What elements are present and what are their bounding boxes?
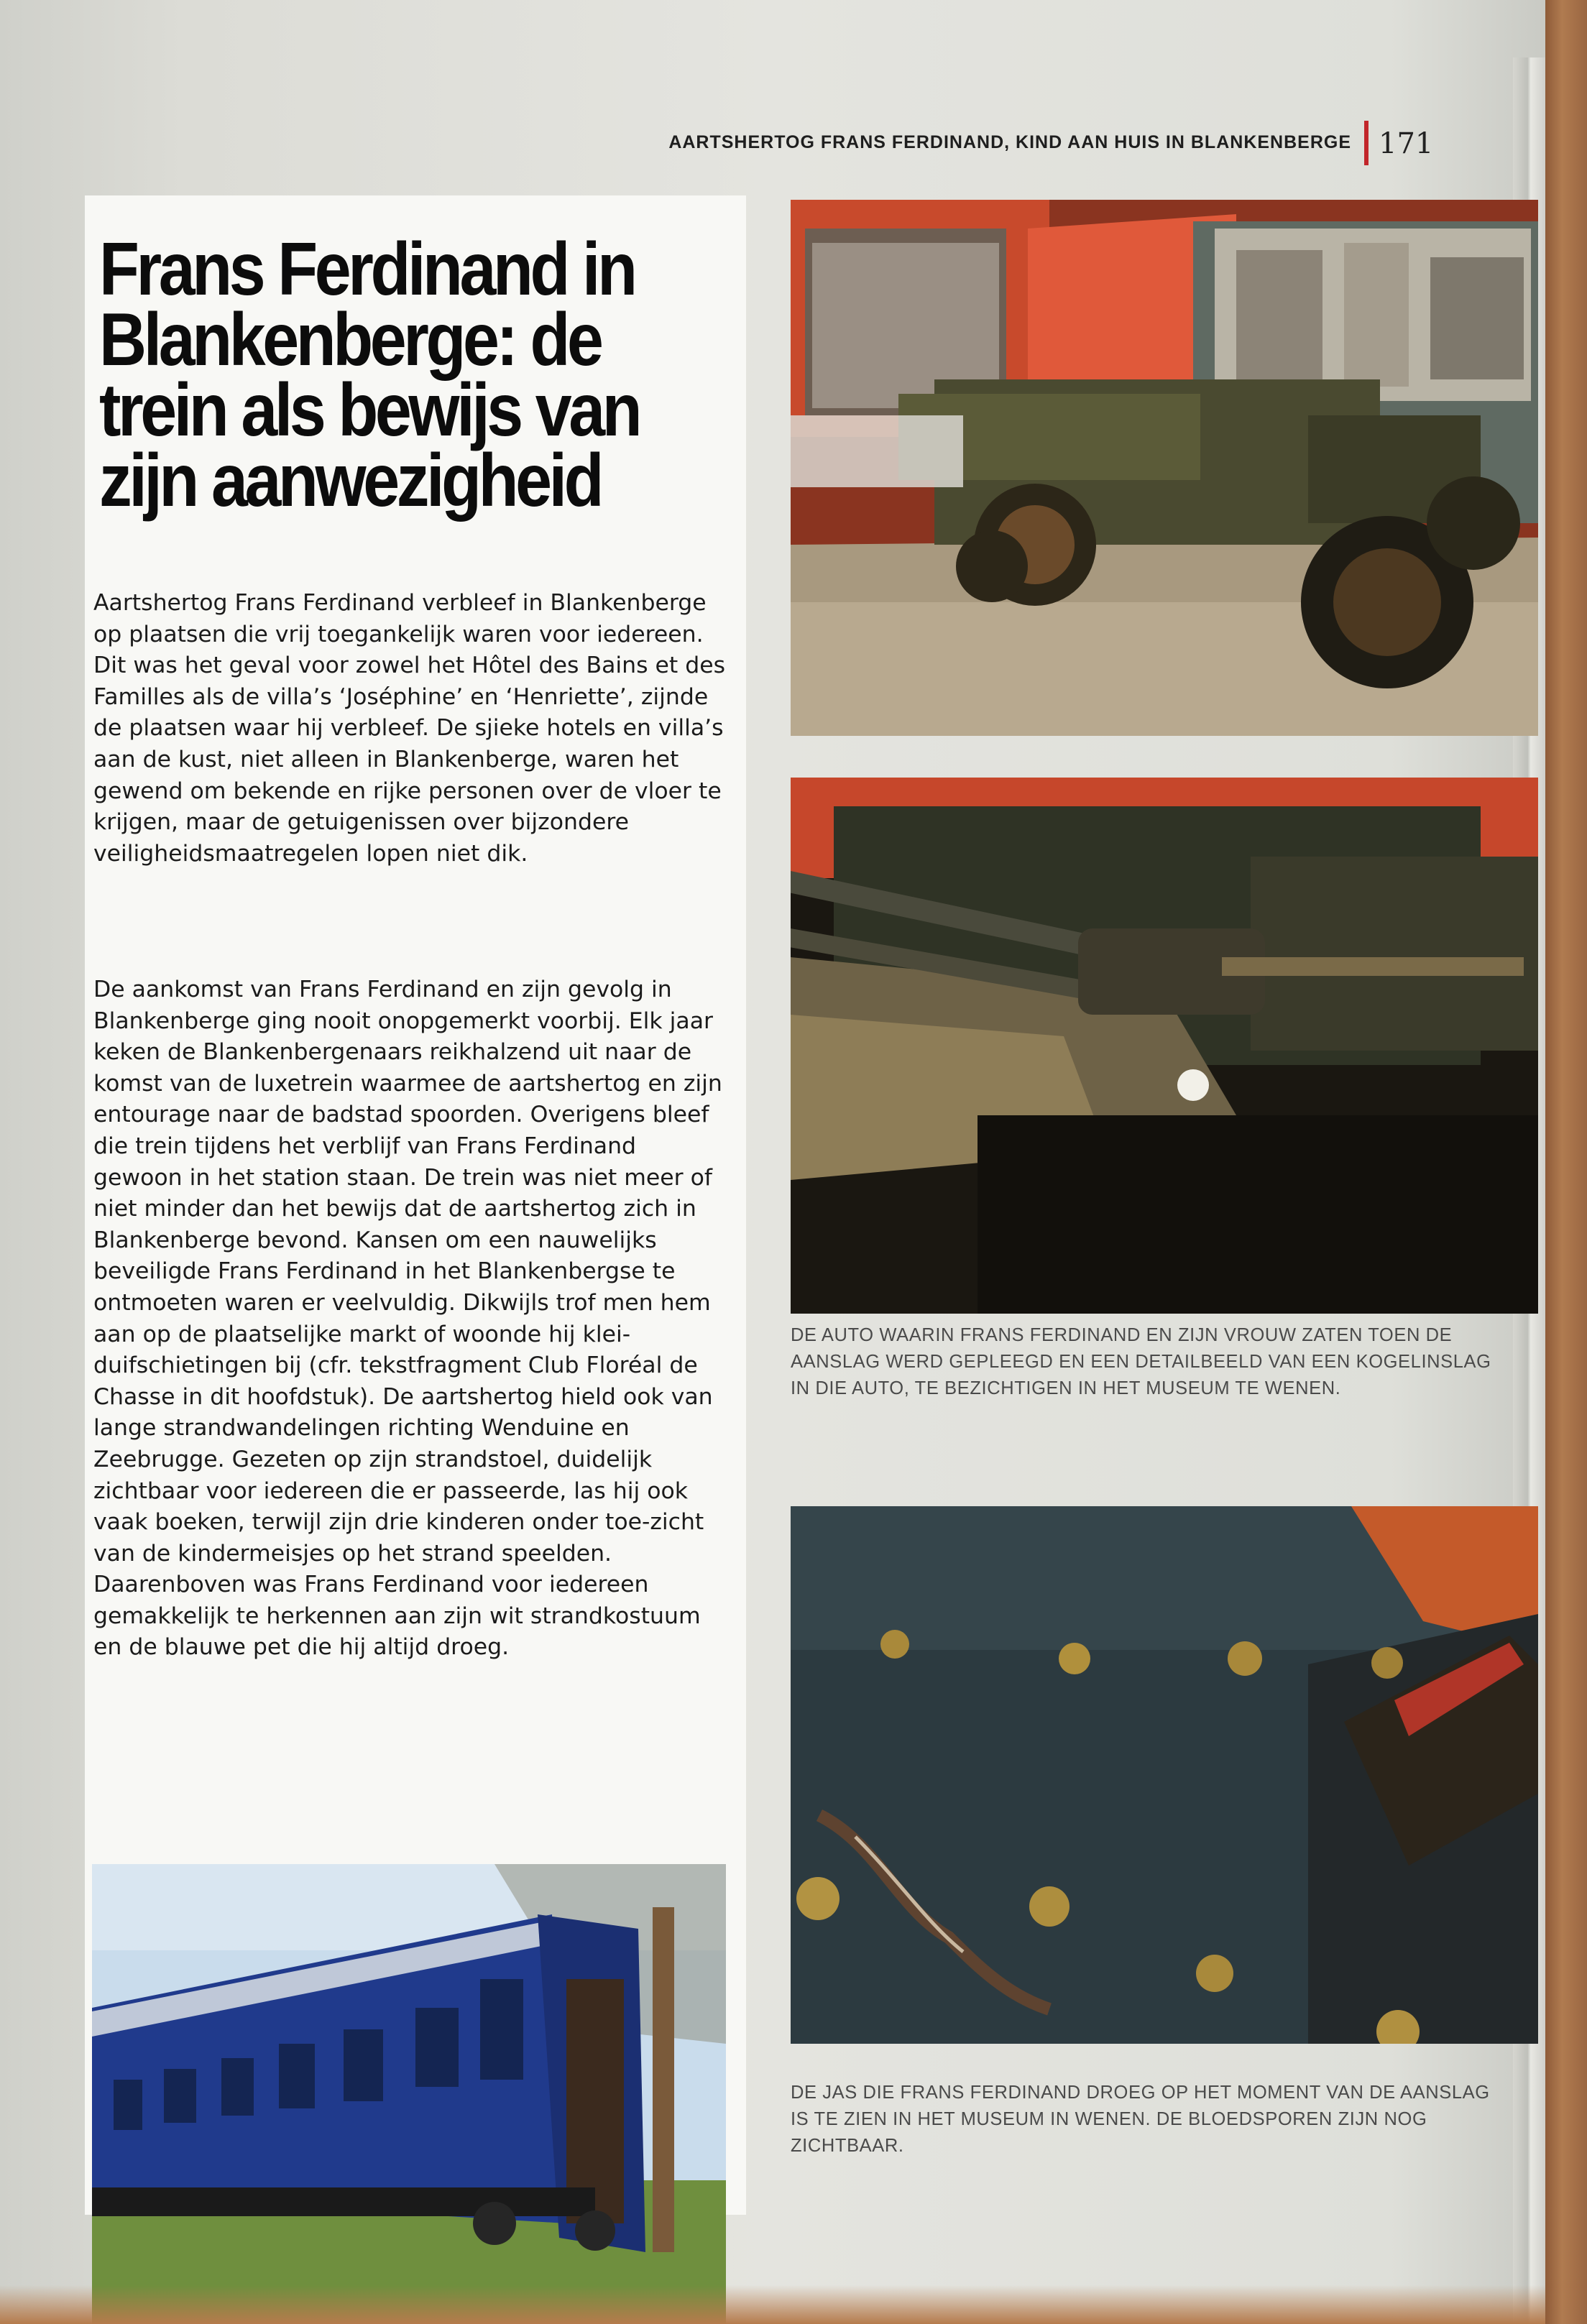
coat-photo: [791, 1506, 1538, 2044]
page-bottom-edge: [0, 2285, 1545, 2324]
running-header: AARTSHERTOG FRANS FERDINAND, KIND AAN HUIS IN BLANKENBERGE: [668, 132, 1351, 152]
article-paragraph: Aartshertog Frans Ferdinand verbleef in Blankenberge op plaatsen die vrij toegankelijk waren voor iedereen. Dit was het geval voor zowel het Hôtel des Bains et des Familles als de villa’s ‘Joséphine’ en ‘Henriette’, zijnde de plaatsen waar hij verbleef. De sjieke hotels en villa’s aan de kust, niet alleen in Blankenberge, waren het gewend om bekende en rijke personen over de vloer te krijgen, maar de getuigenissen over bijzondere veiligheidsmaatregelen lopen niet dik.: [93, 590, 726, 867]
header-divider: [1364, 121, 1368, 165]
car-photo: [791, 200, 1538, 736]
page-number: 171: [1379, 127, 1434, 160]
article-paragraph: De aankomst van Frans Ferdinand en zijn gevolg in Blankenberge ging nooit onopgemerkt voorbij. Elk jaar keken de Blankenbergenaars reikhalzend uit naar de komst van de luxetrein waarmee de aartshertog en zijn entourage naar de badstad spoorden. Overigens bleef die trein tijdens het verblijf van Frans Ferdinand gewoon in het station staan. De trein was niet meer of niet minder dan het bewijs dat de aartshertog zich in Blankenberge bevond. Kansen om een nauwelijks beveiligde Frans Ferdinand in het Blankenbergse te ontmoeten waren er veelvuldig. Dikwijls trof men hem aan op de plaatselijke markt of woonde hij klei-duifschietingen bij (cfr. tekstfragment Club Floréal de Chasse in dit hoofdstuk). De aartshertog hield ook van lange strandwandelingen richting Wenduine en Zeebrugge. Gezeten op zijn strandstoel, duidelijk zichtbaar voor iedereen die er passeerde, las hij ook vaak boeken, terwijl zijn drie kinderen onder toe-zicht van de kindermeisjes op het strand speelden. Daarenboven was Frans Ferdinand voor iedereen gemakkelijk te herkennen aan zijn wit strandkostuum en de blauwe pet die hij altijd droeg.: [93, 977, 722, 1661]
article-title: Frans Ferdinand in Blankenberge: de trein als bewijs van zijn aanwezigheid: [99, 228, 640, 522]
table-surface: [1545, 0, 1587, 2324]
coat-photo-caption: DE JAS DIE FRANS FERDINAND DROEG OP HET MOMENT VAN DE AANSLAG IS TE ZIEN IN HET MUSEUM IN WENEN. DE BLOEDSPOREN ZIJN NOG ZICHTBAAR.: [791, 2083, 1490, 2156]
car-photo-caption: DE AUTO WAARIN FRANS FERDINAND EN ZIJN VROUW ZATEN TOEN DE AANSLAG WERD GEPLEEGD EN EEN DETAILBEELD VAN EEN KOGELINSLAG IN DIE AUTO, TE BEZICHTIGEN IN HET MUSEUM TE WENEN.: [791, 1325, 1491, 1398]
train-photo: [92, 1864, 726, 2324]
bullet-hole-detail-photo: [791, 778, 1538, 1314]
